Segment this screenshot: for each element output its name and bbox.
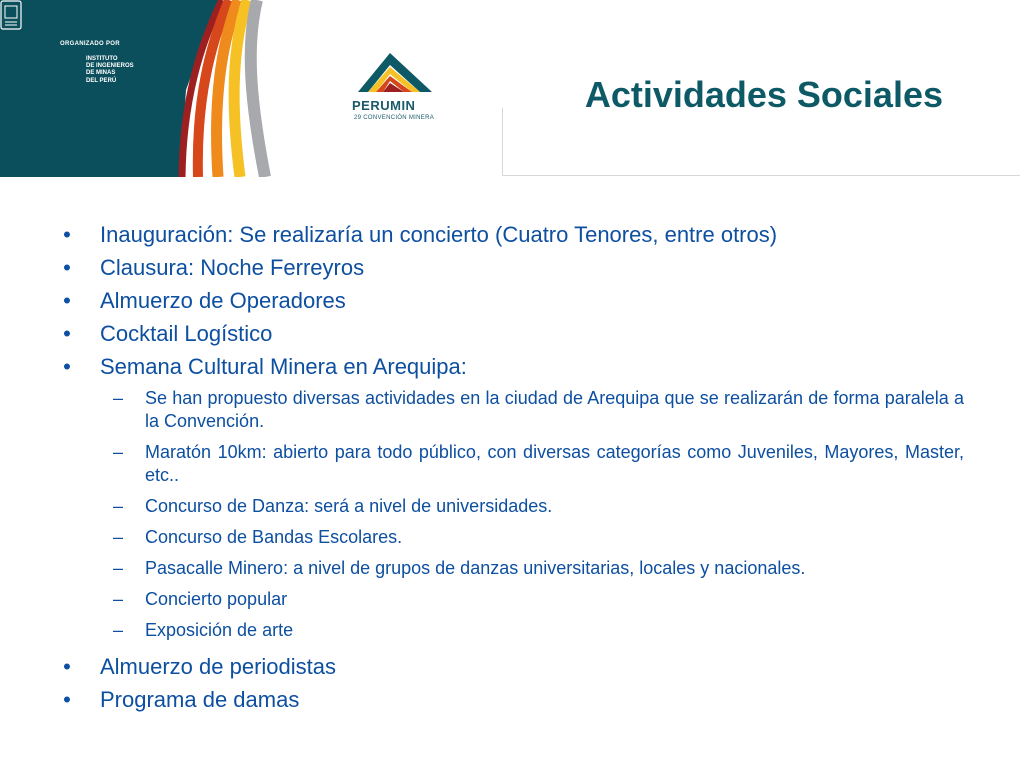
list-item: • Clausura: Noche Ferreyros xyxy=(63,255,365,280)
list-item: • Inauguración: Se realizaría un concierto (Cuatro Tenores, entre otros) xyxy=(63,222,778,247)
sub-list-item: – Concurso de Danza: será a nivel de universidades. xyxy=(113,496,553,516)
bullet-list xyxy=(60,218,964,716)
title-divider-vertical xyxy=(502,108,503,176)
sub-list-item: – Exposición de arte xyxy=(113,620,294,640)
list-item: • Semana Cultural Minera en Arequipa: xyxy=(63,354,467,379)
title-divider-horizontal xyxy=(503,175,1020,176)
sub-list-item: – Maratón 10km: abierto para todo público, con diversas categorías como Juveniles, Mayores, Master, etc.. xyxy=(113,442,964,485)
header-swoosh-graphic xyxy=(0,0,310,177)
organizer-label: ORGANIZADO POR xyxy=(60,41,120,47)
sub-list-item: – Pasacalle Minero: a nivel de grupos de danzas universitarias, locales y nacionales. xyxy=(113,558,806,578)
page-title: Actividades Sociales xyxy=(584,74,943,115)
header-panel xyxy=(0,0,310,177)
list-item: • Almuerzo de periodistas xyxy=(63,654,337,679)
institute-seal-icon xyxy=(0,0,22,30)
sub-list-item: – Concurso de Bandas Escolares. xyxy=(113,527,403,547)
sub-list-item: – Concierto popular xyxy=(113,589,288,609)
perumin-wordmark: PERUMIN xyxy=(352,98,416,113)
sub-list-item: – Se han propuesto diversas actividades en la ciudad de Arequipa que se realizarán de forma paralela a la Convención. xyxy=(113,388,964,431)
perumin-subtitle: 29 CONVENCIÓN MINERA xyxy=(354,115,435,121)
list-item: • Programa de damas xyxy=(63,687,300,712)
list-item: • Cocktail Logístico xyxy=(63,321,273,346)
list-item: • Almuerzo de Operadores xyxy=(63,288,346,313)
sub-list xyxy=(60,387,964,642)
institute-name: INSTITUTO DE INGENIEROS DE MINAS DEL PERÚ xyxy=(86,56,134,84)
